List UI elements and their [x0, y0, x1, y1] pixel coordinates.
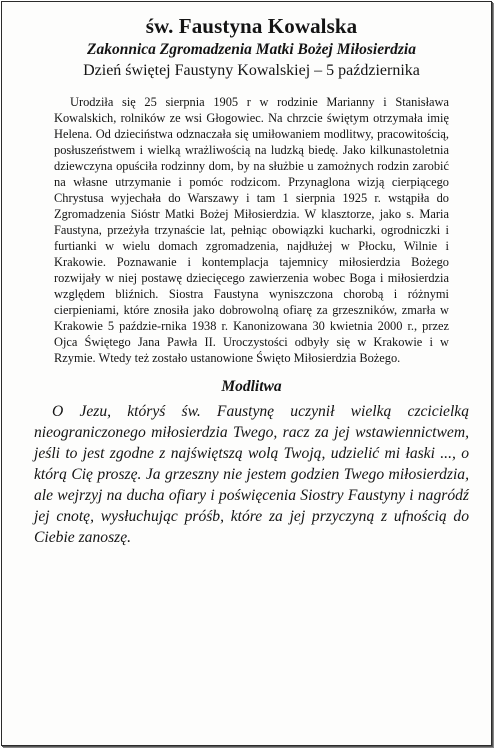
prayer-text: O Jezu, któryś św. Faustynę uczynił wielką czcicielką nieograniczonego miłosierdzia Twego, racz za jej wstawiennictwem, jeśli to jest zgodne z najświętszą wolą Twoją, udzielić mi łaski ..., o którą Cię proszę. Ja grzeszny nie jestem godzien Twego miłosierdzia, ale wejrzyj na ducha ofiary i poświęcenia Siostry Faustyny i nagródź jej cnotę, wysłuchując próśb, które za jej przyczyną z ufnością do Ciebie zanoszę. — [34, 403, 469, 546]
prayer-card — [1, 1, 492, 746]
prayer-heading: Modlitwa — [221, 378, 282, 395]
card-content — [34, 14, 469, 548]
saint-subtitle: Zakonnica Zgromadzenia Matki Bożej Miłosierdzia — [87, 41, 416, 58]
biography-paragraph: Urodziła się 25 sierpnia 1905 r w rodzinie Marianny i Stanisława Kowalskich, rolników ze wsi Głogowiec. Na chrzcie świętym otrzymała imię Helena. Od dzieciństwa odznaczała się umiłowaniem modlitwy, pracowitością, posłuszeństwem i wielką wrażliwością na ludzką biedę. Jako kilkunastoletnia dziewczyna opuściła rodzinny dom, by na służbie u zamożnych rodzin zarobić na własne utrzymanie i pomóc rodzicom. Przynaglona wizją cierpiącego Chrystusa wyjechała do Warszawy i tam 1 sierpnia 1925 r. wstąpiła do Zgromadzenia Sióstr Matki Bożej Miłosierdzia. W klasztorze, jako s. Maria Faustyna, przeżyła trzynaście lat, pełniąc obowiązki kucharki, ogrodniczki i furtianki w wielu domach zgromadzenia, najdłużej w Płocku, Wilnie i Krakowie. Poznawanie i kontemplacja tajemnicy miłosierdzia Bożego rozwijały w niej postawę dziecięcego zawierzenia wobec Boga i miłosierdzia względem bliźnich. Siostra Faustyna wyniszczona chorobą i różnymi cierpieniami, które znosiła jako dobrowolną ofiarę za grzeszników, zmarła w Krakowie 5 paździe-rnika 1938 r. Kanonizowana 30 kwietnia 2000 r., przez Ojca Świętego Jana Pawła II. Uroczystości odbyły się w Krakowie i w Rzymie. Wtedy też zostało ustanowione Święto Miłosierdzia Bożego. — [54, 95, 449, 365]
saint-name-title: św. Faustyna Kowalska — [145, 14, 358, 38]
feast-day-line: Dzień świętej Faustyny Kowalskiej – 5 października — [83, 62, 420, 79]
